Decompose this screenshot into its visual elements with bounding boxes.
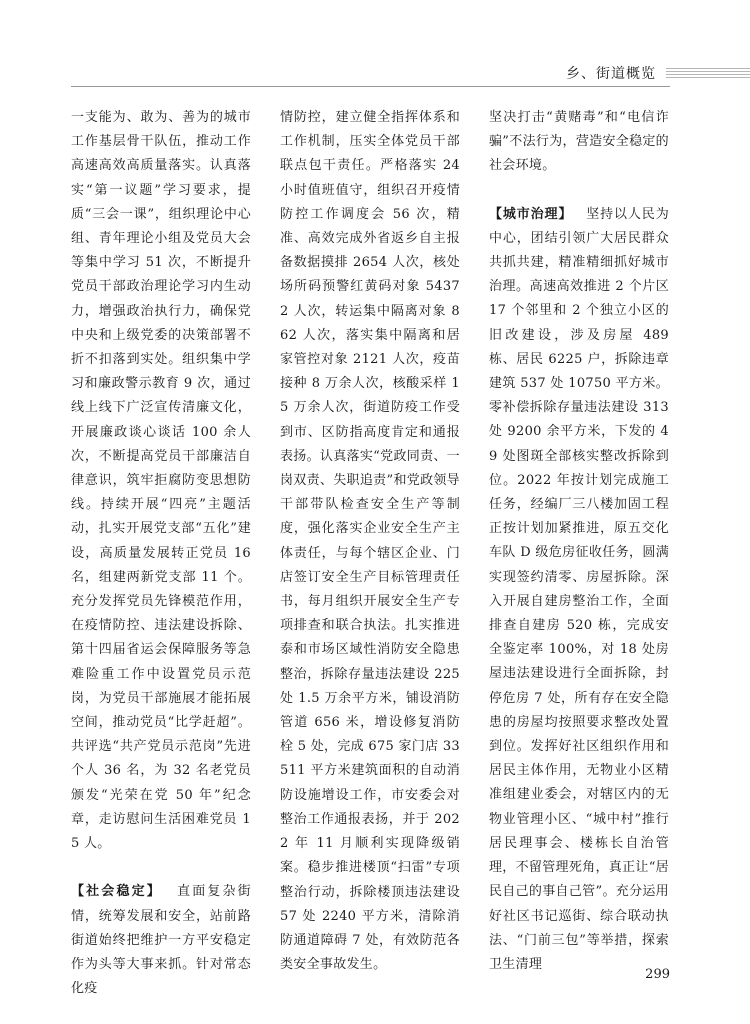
page-number: 299 bbox=[645, 967, 670, 982]
paragraph bbox=[489, 203, 669, 978]
header-decoration bbox=[666, 68, 750, 80]
paragraph: 情防控，建立健全指挥体系和工作机制，压实全体党员干部联点包干责任。严格落实 24 小时值班值守，组织召开疫情防控工作调度会 56 次，精准、高效完成外省返乡自主报备数据摸排 2654 人次，核处场所码预警红黄码对象 54372 人次，转运集中隔离对象 862 人次，落实集中隔离和居家管控对象 2121 人次，疫苗接种 8 万余人次，核酸采样 15 万余人次，街道防疫工作受到市、区防指高度肯定和通报表扬。认真落实“党政同责、一岗双责、失职追责”和党政领导干部带队检查安全生产等制度，强化落实企业安全生产主体责任，与每个辖区企业、门店签订安全生产目标管理责任书，每月组织开展安全生产专项排查和联合执法。扎实推进泰和市场区域性消防安全隐患整治，拆除存量违法建设 225 处 1.5 万余平方米，铺设消防管道 656 米，增设修复消防栓 5 处，完成 675 家门店 33511 平方米建筑面积的自动消防设施增设工作，市安委会对整治工作通报表扬，并于 2022 年 11 月顺利实现降级销案。稳步推进楼顶“扫雷”专项整治行动，拆除楼顶违法建设 57 处 2240 平方米，清除消防通道障碍 7 处，有效防范各类安全事故发生。 bbox=[280, 110, 460, 973]
running-header bbox=[0, 63, 750, 87]
paragraph: 坚决打击“黄赌毒”和“电信诈骗”不法行为，营造安全稳定的社会环境。 bbox=[489, 110, 669, 174]
paragraph bbox=[71, 880, 251, 1001]
paragraph-body: 直面复杂街情，统筹发展和安全，站前路街道始终把维护一方平安稳定作为头等大事来抓。针对常态化疫 bbox=[71, 884, 251, 997]
text-column-1 bbox=[71, 106, 251, 1001]
header-title: 乡、街道概览 bbox=[566, 66, 656, 82]
section-heading: 【社会稳定】 bbox=[71, 884, 162, 900]
section-heading: 【城市治理】 bbox=[489, 206, 573, 222]
paragraph-body: 坚持以人民为中心，团结引领广大居民群众共抓共建，精准精细抓好城市治理。高速高效推进 2 个片区 17 个邻里和 2 个独立小区的旧改建设，涉及房屋 489 栋、居民 6225 户，拆除违章建筑 537 处 10750 平方米。零补偿拆除存量违法建设 313 处 9200 余平方米，下发的 49 处图斑全部核实整改拆除到位。2022 年按计划完成施工任务，经编厂三八楼加固工程正按计划加紧推进，原五交化车队 D 级危房征收任务，圆满实现签约清零、房屋拆除。深入开展自建房整治工作，全面排查自建房 520 栋，完成安全鉴定率 100%，对 18 处房屋违法建设进行全面拆除，封停危房 7 处，所有存在安全隐患的房屋均按照要求整改处置到位。发挥好社区组织作用和居民主体作用，无物业小区精准组建业委会，对辖区内的无物业管理小区、“城中村”推行居民理事会、楼栋长自治管理，不留管理死角，真正让“居民自己的事自己管”。充分运用好社区书记巡街、综合联动执法、“门前三包”等举措，探索卫生清理 bbox=[489, 206, 669, 972]
header-rule bbox=[71, 86, 670, 87]
text-column-2 bbox=[280, 106, 460, 977]
paragraph: 一支能为、敢为、善为的城市工作基层骨干队伍，推动工作高速高效高质量落实。认真落实“第一议题”学习要求，提质“三会一课”，组织理论中心组、青年理论小组及党员大会等集中学习 51 次，不断提升党员干部政治理论学习内生动力，增强政治执行力，确保党中央和上级党委的决策部署不折不扣落到实处。组织集中学习和廉政警示教育 9 次，通过线上线下广泛宣传清廉文化，开展廉政谈心谈话 100 余人次，不断提高党员干部廉洁自律意识，筑牢拒腐防变思想防线。持续开展“四亮”主题活动，扎实开展党支部“五化”建设，高质量发展转正党员 16 名，组建两新党支部 11 个。充分发挥党员先锋模范作用，在疫情防控、违法建设拆除、第十四届省运会保障服务等急难险重工作中设置党员示范岗，为党员干部施展才能拓展空间，推动党员“比学赶超”。共评选“共产党员示范岗”先进个人 36 名，为 32 名老党员颁发“光荣在党 50 年”纪念章，走访慰问生活困难党员 15 人。 bbox=[71, 110, 251, 852]
text-column-3 bbox=[489, 106, 669, 977]
